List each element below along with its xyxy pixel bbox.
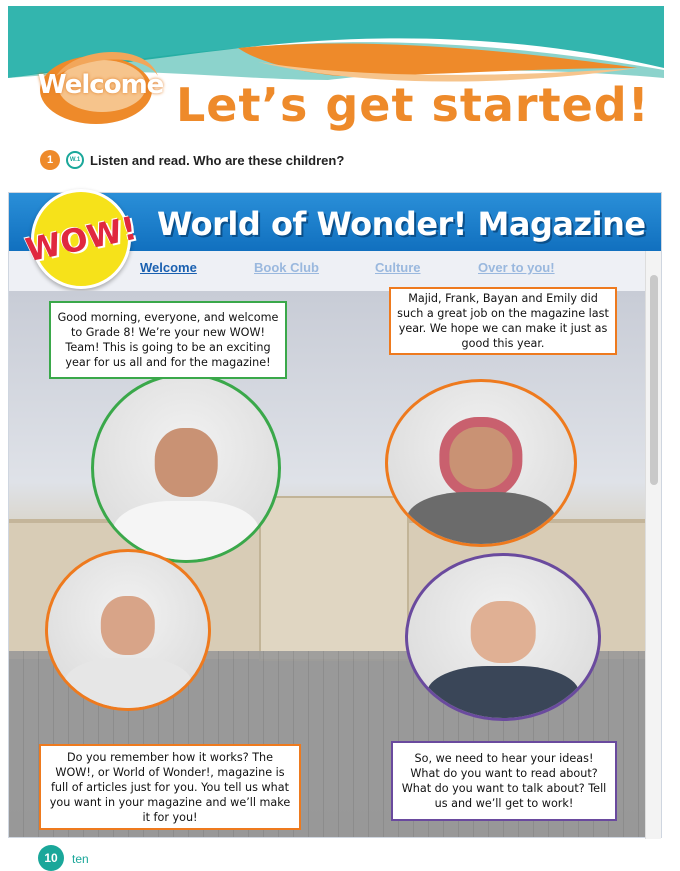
- nav-culture[interactable]: Culture: [375, 260, 421, 275]
- scrollbar-thumb[interactable]: [650, 275, 658, 485]
- clothing: [407, 492, 556, 547]
- clothing: [427, 666, 579, 721]
- speech-bubble-1: Good morning, everyone, and welcome to Grade 8! We’re your new WOW! Team! This is going to be an exciting year for us all and for the magazine!: [49, 301, 287, 379]
- clothing: [64, 658, 192, 711]
- nav-book-club[interactable]: Book Club: [254, 260, 319, 275]
- face: [449, 427, 512, 489]
- exercise-number: 1: [40, 150, 60, 170]
- school-photo: [9, 291, 645, 837]
- welcome-badge: Welcome: [38, 70, 164, 100]
- student-portrait-boy-2: [45, 549, 211, 711]
- wow-logo-text: WOW!: [22, 208, 140, 270]
- face: [155, 428, 218, 498]
- nav-over-to-you[interactable]: Over to you!: [478, 260, 555, 275]
- scrollbar[interactable]: [645, 251, 661, 839]
- page-number-word: ten: [72, 852, 89, 866]
- magazine-window: [8, 192, 662, 838]
- school-entrance: [259, 496, 409, 661]
- nav-welcome[interactable]: Welcome: [140, 260, 197, 275]
- face: [101, 596, 155, 655]
- headphones-icon[interactable]: W.1: [66, 151, 84, 169]
- student-portrait-girl-1: [385, 379, 577, 547]
- student-portrait-boy-1: [91, 373, 281, 563]
- speech-bubble-4: So, we need to hear your ideas! What do you want to read about? What do you want to talk about? Tell us and we’ll get to work!: [391, 741, 617, 821]
- speech-bubble-3: Do you remember how it works? The WOW!, or World of Wonder!, magazine is full of articles just for you. You tell us what you want in your magazine and we’ll make it for you!: [39, 744, 301, 830]
- student-portrait-girl-2: [405, 553, 601, 721]
- magazine-title: World of Wonder! Magazine: [157, 205, 646, 243]
- page-title: Let’s get started!: [176, 78, 650, 132]
- instruction: [40, 150, 344, 170]
- page-number: 10: [38, 845, 64, 871]
- face: [471, 601, 536, 663]
- instruction-text: Listen and read. Who are these children?: [90, 152, 345, 168]
- speech-bubble-2: Majid, Frank, Bayan and Emily did such a great job on the magazine last year. We hope we can make it just as good this year.: [389, 287, 617, 355]
- wow-logo: [22, 189, 140, 289]
